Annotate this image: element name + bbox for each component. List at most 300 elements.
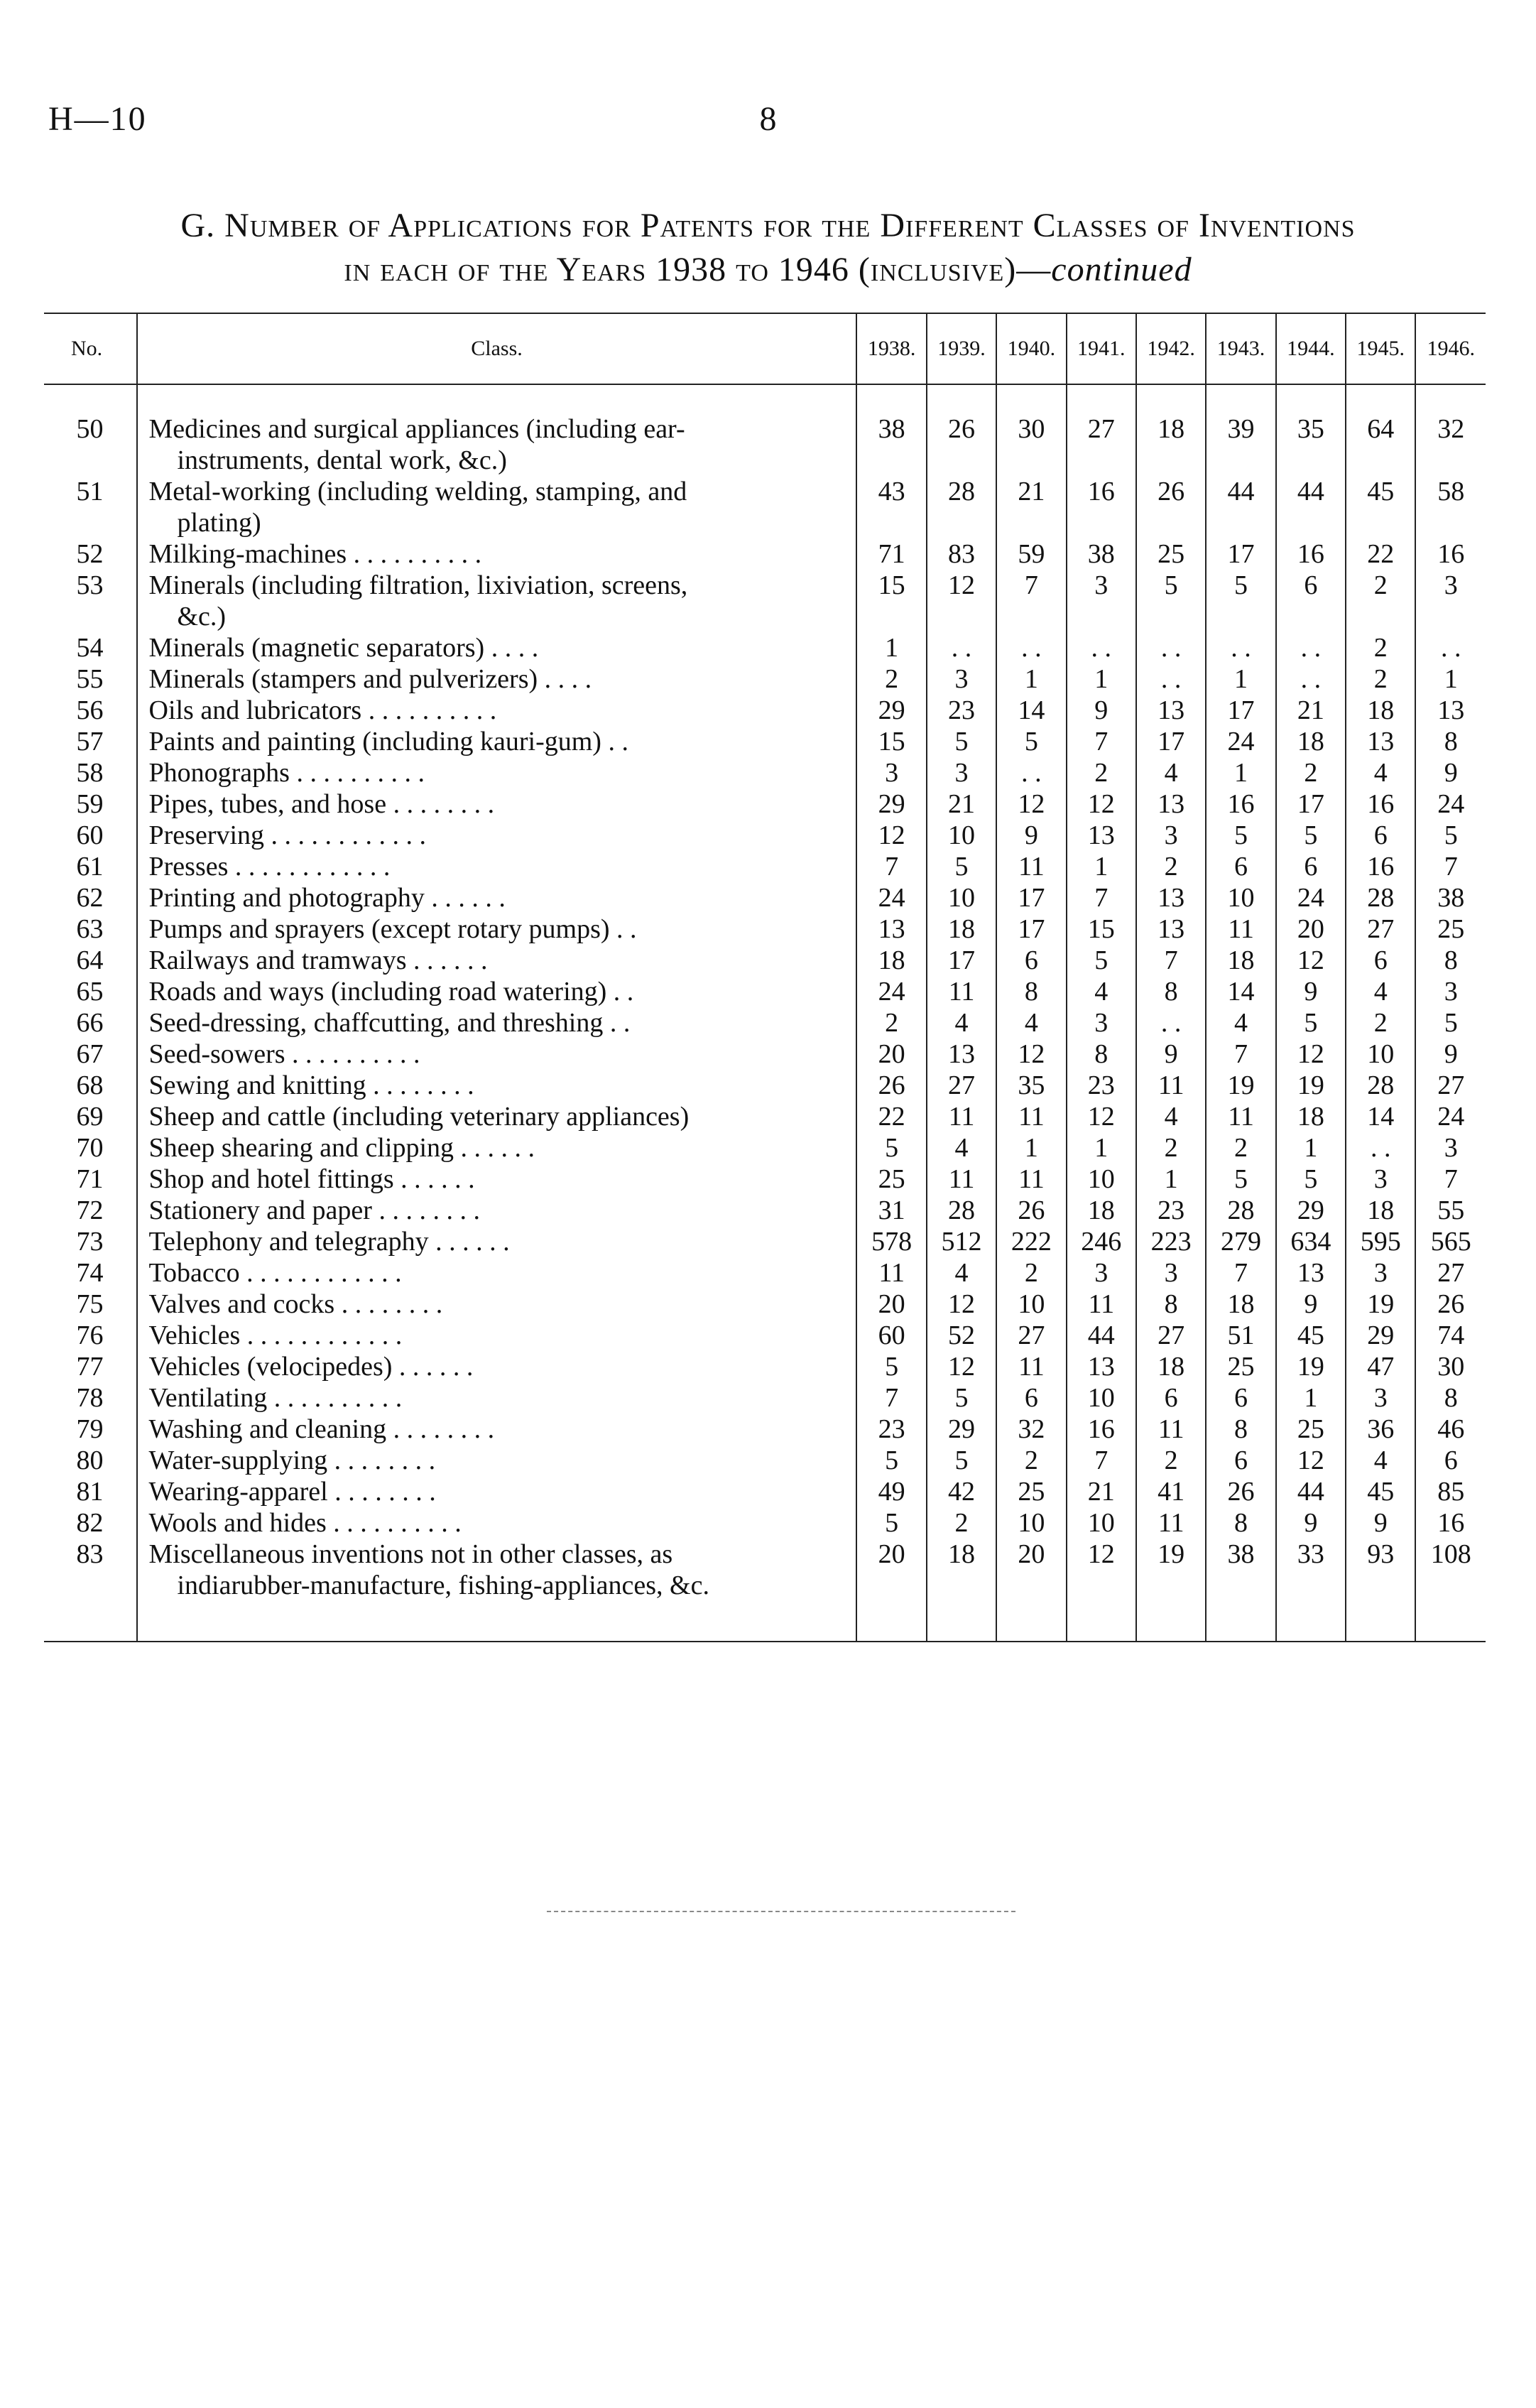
table-row	[44, 1539, 1486, 1642]
year-value: 18	[1346, 695, 1415, 726]
year-value: 7	[856, 1382, 926, 1414]
year-value: 24	[1415, 1101, 1486, 1132]
row-number: 77	[44, 1351, 137, 1382]
year-value: 1	[1415, 663, 1486, 695]
year-value: 18	[1206, 1289, 1275, 1320]
year-value: 1	[1206, 663, 1275, 695]
class-line-1: Milking-machines . . . . . . . . . .	[148, 539, 482, 569]
class-line-1: Ventilating . . . . . . . . . .	[148, 1383, 403, 1413]
row-number: 75	[44, 1289, 137, 1320]
year-value: 20	[996, 1539, 1066, 1642]
patents-table	[44, 313, 1486, 1642]
row-number: 73	[44, 1226, 137, 1257]
year-value: 41	[1136, 1476, 1206, 1507]
year-value: 42	[927, 1476, 996, 1507]
year-value: 18	[1276, 726, 1346, 757]
year-value: 9	[1276, 1507, 1346, 1539]
year-value: 5	[1136, 570, 1206, 632]
year-value: 24	[1206, 726, 1275, 757]
year-value: 12	[1276, 1038, 1346, 1070]
year-value: 23	[1136, 1195, 1206, 1226]
class-line-1: Railways and tramways . . . . . .	[148, 945, 488, 975]
class-name	[137, 1382, 857, 1414]
class-name	[137, 851, 857, 882]
year-value: 9	[1415, 1038, 1486, 1070]
year-value: 9	[1136, 1038, 1206, 1070]
year-value: 26	[1136, 476, 1206, 538]
year-value: 8	[1136, 976, 1206, 1007]
year-value: 14	[1206, 976, 1275, 1007]
year-value: 32	[1415, 384, 1486, 476]
class-line-2: indiarubber-manufacture, fishing-appliances, &c.	[177, 1571, 709, 1600]
row-number: 71	[44, 1164, 137, 1195]
year-value: 10	[927, 882, 996, 913]
year-value: 1	[1206, 757, 1275, 788]
year-value: 11	[927, 1101, 996, 1132]
year-value: 1	[1067, 1132, 1136, 1164]
year-value: 30	[996, 384, 1066, 476]
year-value: 16	[1415, 1507, 1486, 1539]
year-value: 5	[1415, 1007, 1486, 1038]
year-value: 6	[996, 945, 1066, 976]
class-name	[137, 913, 857, 945]
page-reference: H—10	[48, 100, 147, 138]
year-value: 21	[1276, 695, 1346, 726]
year-value: 7	[1067, 1445, 1136, 1476]
year-value: 223	[1136, 1226, 1206, 1257]
year-value: 11	[996, 1351, 1066, 1382]
year-value: 83	[927, 538, 996, 570]
year-value: 21	[927, 788, 996, 820]
decorative-rule	[547, 1911, 1015, 1912]
year-value: 12	[927, 570, 996, 632]
class-name	[137, 1476, 857, 1507]
row-number: 52	[44, 538, 137, 570]
year-value: 2	[927, 1507, 996, 1539]
year-value: 1	[1276, 1382, 1346, 1414]
year-value: 13	[856, 913, 926, 945]
year-value: 38	[1206, 1539, 1275, 1642]
year-value: . .	[1206, 632, 1275, 663]
row-number: 60	[44, 820, 137, 851]
year-value: 29	[1276, 1195, 1346, 1226]
row-number: 50	[44, 384, 137, 476]
table-row	[44, 1507, 1486, 1539]
year-value: . .	[1276, 632, 1346, 663]
year-value: 8	[1415, 726, 1486, 757]
year-value: 2	[1346, 1007, 1415, 1038]
year-value: 10	[927, 820, 996, 851]
year-value: 13	[1067, 1351, 1136, 1382]
year-value: 14	[996, 695, 1066, 726]
row-number: 59	[44, 788, 137, 820]
class-line-2: &c.)	[177, 602, 227, 631]
class-line-1: Metal-working (including welding, stamping, and	[148, 477, 687, 506]
year-value: 3	[1415, 570, 1486, 632]
year-value: 18	[1136, 384, 1206, 476]
class-name	[137, 1320, 857, 1351]
year-value: 10	[1067, 1382, 1136, 1414]
year-value: 2	[996, 1257, 1066, 1289]
class-line-1: Tobacco . . . . . . . . . . . .	[148, 1258, 402, 1288]
year-value: 6	[1136, 1382, 1206, 1414]
year-value: 2	[1346, 632, 1415, 663]
year-value: 27	[1346, 913, 1415, 945]
year-value: 4	[927, 1007, 996, 1038]
year-value: 15	[1067, 913, 1136, 945]
year-value: 11	[856, 1257, 926, 1289]
year-value: 12	[856, 820, 926, 851]
year-value: 93	[1346, 1539, 1415, 1642]
year-value: 4	[1206, 1007, 1275, 1038]
year-value: 5	[1206, 820, 1275, 851]
year-value: 25	[1415, 913, 1486, 945]
class-line-1: Miscellaneous inventions not in other classes, as	[148, 1539, 673, 1569]
year-value: . .	[927, 632, 996, 663]
year-value: 6	[1346, 820, 1415, 851]
year-value: 25	[1276, 1414, 1346, 1445]
year-value: 16	[1067, 476, 1136, 538]
year-value: 5	[856, 1445, 926, 1476]
class-name	[137, 1195, 857, 1226]
year-value: 45	[1346, 1476, 1415, 1507]
year-value: 20	[1276, 913, 1346, 945]
year-value: 47	[1346, 1351, 1415, 1382]
year-value: 11	[996, 851, 1066, 882]
year-value: . .	[1136, 663, 1206, 695]
year-value: 18	[1346, 1195, 1415, 1226]
row-number: 67	[44, 1038, 137, 1070]
year-value: 8	[1136, 1289, 1206, 1320]
year-value: 38	[1415, 882, 1486, 913]
header-year: 1944.	[1276, 313, 1346, 384]
year-value: 2	[1346, 570, 1415, 632]
table-row	[44, 820, 1486, 851]
class-line-1: Minerals (stampers and pulverizers) . . . .	[148, 664, 592, 694]
class-line-1: Washing and cleaning . . . . . . . .	[148, 1414, 495, 1444]
class-line-1: Pipes, tubes, and hose . . . . . . . .	[148, 789, 495, 819]
class-line-1: Presses . . . . . . . . . . . .	[148, 852, 391, 882]
class-name	[137, 570, 857, 632]
year-value: 19	[1136, 1539, 1206, 1642]
table-title-line-2	[0, 250, 1536, 289]
year-value: 8	[996, 976, 1066, 1007]
year-value: 16	[1346, 788, 1415, 820]
year-value: 5	[996, 726, 1066, 757]
class-name	[137, 476, 857, 538]
year-value: 5	[1415, 820, 1486, 851]
year-value: 38	[856, 384, 926, 476]
year-value: 26	[856, 1070, 926, 1101]
class-name	[137, 882, 857, 913]
year-value: 25	[1206, 1351, 1275, 1382]
year-value: 25	[996, 1476, 1066, 1507]
row-number: 83	[44, 1539, 137, 1642]
row-number: 79	[44, 1414, 137, 1445]
class-line-1: Water-supplying . . . . . . . .	[148, 1446, 436, 1475]
page-number: 8	[759, 100, 777, 138]
class-name	[137, 384, 857, 476]
year-value: 2	[996, 1445, 1066, 1476]
year-value: 23	[927, 695, 996, 726]
year-value: 38	[1067, 538, 1136, 570]
year-value: 24	[1415, 788, 1486, 820]
year-value: 578	[856, 1226, 926, 1257]
year-value: 4	[1136, 1101, 1206, 1132]
year-value: 26	[1206, 1476, 1275, 1507]
table-title-line-1: G. Number of Applications for Patents for the Different Classes of Inventions	[180, 207, 1356, 244]
year-value: 24	[1276, 882, 1346, 913]
year-value: 13	[1346, 726, 1415, 757]
year-value: 28	[1346, 1070, 1415, 1101]
year-value: 4	[1346, 1445, 1415, 1476]
row-number: 68	[44, 1070, 137, 1101]
year-value: 59	[996, 538, 1066, 570]
year-value: 16	[1067, 1414, 1136, 1445]
year-value: 43	[856, 476, 926, 538]
class-name	[137, 1289, 857, 1320]
row-number: 53	[44, 570, 137, 632]
table-row	[44, 788, 1486, 820]
year-value: 13	[927, 1038, 996, 1070]
year-value: 6	[1276, 570, 1346, 632]
class-name	[137, 1132, 857, 1164]
year-value: 10	[996, 1507, 1066, 1539]
year-value: 26	[1415, 1289, 1486, 1320]
year-value: 5	[856, 1351, 926, 1382]
year-value: 7	[1206, 1257, 1275, 1289]
year-value: 13	[1136, 695, 1206, 726]
class-line-1: Stationery and paper . . . . . . . .	[148, 1195, 480, 1225]
row-number: 66	[44, 1007, 137, 1038]
year-value: 19	[1276, 1351, 1346, 1382]
class-line-1: Oils and lubricators . . . . . . . . . .	[148, 695, 497, 725]
year-value: 11	[1206, 913, 1275, 945]
year-value: 22	[1346, 538, 1415, 570]
year-value: 4	[1346, 976, 1415, 1007]
year-value: 4	[927, 1132, 996, 1164]
title-line-2-text: in each of the Years 1938 to 1946 (inclusive)—	[344, 251, 1052, 288]
year-value: . .	[996, 632, 1066, 663]
year-value: 6	[1346, 945, 1415, 976]
table-row	[44, 726, 1486, 757]
year-value: 12	[1276, 945, 1346, 976]
year-value: 17	[1206, 538, 1275, 570]
table-row	[44, 476, 1486, 538]
class-name	[137, 945, 857, 976]
row-number: 61	[44, 851, 137, 882]
year-value: 222	[996, 1226, 1066, 1257]
year-value: 11	[927, 976, 996, 1007]
row-number: 58	[44, 757, 137, 788]
year-value: 11	[1136, 1507, 1206, 1539]
table-row	[44, 1382, 1486, 1414]
row-number: 57	[44, 726, 137, 757]
year-value: 1	[856, 632, 926, 663]
class-line-1: Wools and hides . . . . . . . . . .	[148, 1508, 462, 1538]
class-name	[137, 538, 857, 570]
year-value: 27	[1415, 1070, 1486, 1101]
year-value: 16	[1415, 538, 1486, 570]
header-year: 1942.	[1136, 313, 1206, 384]
year-value: 44	[1206, 476, 1275, 538]
year-value: 28	[927, 1195, 996, 1226]
year-value: 35	[1276, 384, 1346, 476]
year-value: 565	[1415, 1226, 1486, 1257]
year-value: 17	[1136, 726, 1206, 757]
year-value: 12	[1067, 1539, 1136, 1642]
year-value: 10	[996, 1289, 1066, 1320]
year-value: 8	[1206, 1507, 1275, 1539]
class-name	[137, 632, 857, 663]
year-value: 26	[927, 384, 996, 476]
year-value: 10	[1346, 1038, 1415, 1070]
year-value: 3	[1067, 1257, 1136, 1289]
class-line-1: Shop and hotel fittings . . . . . .	[148, 1164, 475, 1194]
year-value: 1	[1067, 663, 1136, 695]
row-number: 69	[44, 1101, 137, 1132]
table-row	[44, 757, 1486, 788]
year-value: 1	[996, 663, 1066, 695]
year-value: 7	[1415, 1164, 1486, 1195]
class-line-1: Sheep and cattle (including veterinary appliances)	[148, 1102, 690, 1132]
class-line-1: Phonographs . . . . . . . . . .	[148, 758, 425, 788]
year-value: 19	[1346, 1289, 1415, 1320]
table-row	[44, 1289, 1486, 1320]
year-value: 26	[996, 1195, 1066, 1226]
year-value: 21	[1067, 1476, 1136, 1507]
year-value: 20	[856, 1038, 926, 1070]
table-row	[44, 1414, 1486, 1445]
class-line-1: Printing and photography . . . . . .	[148, 883, 506, 913]
class-line-2: plating)	[177, 508, 261, 538]
row-number: 74	[44, 1257, 137, 1289]
year-value: 11	[1136, 1414, 1206, 1445]
year-value: 29	[927, 1414, 996, 1445]
table-row	[44, 1038, 1486, 1070]
year-value: 108	[1415, 1539, 1486, 1642]
year-value: 10	[1206, 882, 1275, 913]
year-value: 3	[1346, 1164, 1415, 1195]
header-year: 1938.	[856, 313, 926, 384]
header-year: 1945.	[1346, 313, 1415, 384]
year-value: 12	[1067, 788, 1136, 820]
year-value: 7	[996, 570, 1066, 632]
year-value: 25	[1136, 538, 1206, 570]
year-value: 5	[927, 726, 996, 757]
year-value: 21	[996, 476, 1066, 538]
year-value: 5	[927, 1445, 996, 1476]
header-year: 1940.	[996, 313, 1066, 384]
header-year: 1943.	[1206, 313, 1275, 384]
class-line-1: Sheep shearing and clipping . . . . . .	[148, 1133, 535, 1163]
class-name	[137, 1257, 857, 1289]
year-value: 5	[1206, 570, 1275, 632]
year-value: . .	[1136, 1007, 1206, 1038]
year-value: 6	[1206, 851, 1275, 882]
year-value: 71	[856, 538, 926, 570]
year-value: 3	[1415, 976, 1486, 1007]
table-row	[44, 570, 1486, 632]
year-value: 5	[927, 1382, 996, 1414]
year-value: 16	[1346, 851, 1415, 882]
table-row	[44, 976, 1486, 1007]
year-value: 20	[856, 1289, 926, 1320]
year-value: 18	[1067, 1195, 1136, 1226]
year-value: 60	[856, 1320, 926, 1351]
year-value: 7	[1415, 851, 1486, 882]
year-value: 44	[1067, 1320, 1136, 1351]
header-class: Class.	[137, 313, 857, 384]
table-row	[44, 882, 1486, 913]
table-row	[44, 1226, 1486, 1257]
year-value: 9	[1067, 695, 1136, 726]
class-name	[137, 788, 857, 820]
row-number: 63	[44, 913, 137, 945]
class-name	[137, 1101, 857, 1132]
table-row	[44, 1101, 1486, 1132]
year-value: 45	[1346, 476, 1415, 538]
year-value: 9	[1415, 757, 1486, 788]
class-name	[137, 726, 857, 757]
year-value: 27	[927, 1070, 996, 1101]
row-number: 55	[44, 663, 137, 695]
year-value: 6	[1206, 1382, 1275, 1414]
table-row	[44, 538, 1486, 570]
year-value: 22	[856, 1101, 926, 1132]
year-value: 9	[1346, 1507, 1415, 1539]
year-value: 634	[1276, 1226, 1346, 1257]
year-value: 85	[1415, 1476, 1486, 1507]
year-value: 23	[856, 1414, 926, 1445]
row-number: 82	[44, 1507, 137, 1539]
year-value: 11	[996, 1164, 1066, 1195]
class-name	[137, 1164, 857, 1195]
table-row	[44, 1007, 1486, 1038]
table-row	[44, 913, 1486, 945]
year-value: . .	[996, 757, 1066, 788]
year-value: 24	[856, 882, 926, 913]
year-value: 11	[1206, 1101, 1275, 1132]
year-value: 58	[1415, 476, 1486, 538]
row-number: 72	[44, 1195, 137, 1226]
table-row	[44, 1257, 1486, 1289]
table-row	[44, 1445, 1486, 1476]
class-line-1: Preserving . . . . . . . . . . . .	[148, 820, 427, 850]
class-name	[137, 757, 857, 788]
year-value: 74	[1415, 1320, 1486, 1351]
year-value: 4	[1136, 757, 1206, 788]
year-value: 12	[927, 1289, 996, 1320]
year-value: 279	[1206, 1226, 1275, 1257]
year-value: . .	[1276, 663, 1346, 695]
year-value: 17	[1276, 788, 1346, 820]
year-value: 28	[1346, 882, 1415, 913]
table-row	[44, 695, 1486, 726]
class-name	[137, 976, 857, 1007]
year-value: 17	[927, 945, 996, 976]
year-value: 13	[1136, 882, 1206, 913]
year-value: 28	[1206, 1195, 1275, 1226]
year-value: 5	[856, 1132, 926, 1164]
year-value: 19	[1206, 1070, 1275, 1101]
year-value: 17	[996, 882, 1066, 913]
year-value: 5	[1276, 820, 1346, 851]
year-value: 3	[1136, 1257, 1206, 1289]
year-value: 512	[927, 1226, 996, 1257]
row-number: 81	[44, 1476, 137, 1507]
year-value: 7	[1136, 945, 1206, 976]
